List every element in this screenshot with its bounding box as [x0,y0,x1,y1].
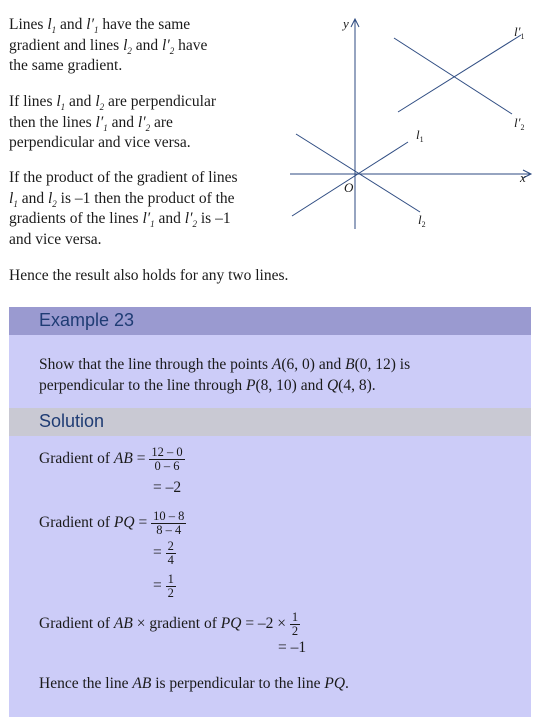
sub: 2 [145,122,151,133]
text: = [153,577,162,595]
sub: 2 [520,123,525,132]
segment-ab: AB [113,615,133,633]
line-l2-prime [394,38,512,114]
fraction-pq-result [166,573,176,600]
sub: 1 [150,219,155,229]
var-l2 [95,93,104,110]
intro-paragraph-4 [9,266,288,287]
text: Gradient of [39,450,114,468]
var-letter: l [95,113,100,131]
denominator: 0 – 6 [154,459,180,473]
var-l1 [56,93,65,110]
text: are [150,113,173,131]
fraction-ab [149,446,184,473]
numerator: 1 [167,572,174,586]
gradient-pq-line [39,510,186,537]
segment-ab: AB [113,450,133,468]
sub: 2 [192,219,197,229]
gradient-ab-line [39,446,185,473]
text: Gradient of [39,615,114,633]
numerator: 2 [167,539,174,553]
gradient-pq-step [153,540,176,567]
intro-paragraph-1 [9,15,207,77]
text: is –1 [197,210,231,227]
text: = [153,544,162,562]
var-letter: l [137,113,143,131]
label-l2: $l_2$ [418,212,426,229]
sub: 1 [60,102,66,112]
text: × gradient of [132,615,221,633]
var-l2-prime: $l'_2$ [184,210,197,229]
line-l1-prime [398,35,521,112]
var-letter: l [95,93,100,110]
denominator: 2 [167,586,174,600]
example-question-line-2 [39,375,376,396]
sub: 1 [51,25,57,35]
var-l1-prime: $l'_1$ [142,210,155,229]
text: and [154,210,185,227]
text: Lines [9,16,48,33]
example-title: Example 23 [39,310,135,330]
numerator: 10 – 8 [153,509,185,523]
text: and [17,189,48,207]
sub: 1 [13,198,18,209]
text: perpendicular to the line through [39,377,247,394]
intro-paragraph-3 [9,168,238,250]
var-l2 [48,190,57,207]
var-letter: l [47,189,53,207]
var-letter: l [86,16,91,33]
text: (4, 8). [338,377,376,394]
text: = [134,514,148,532]
perpendicular-lines-figure [288,14,538,236]
point-a: A [271,356,282,373]
sub: 2 [99,102,105,112]
fraction-half [290,611,300,638]
sub: 1 [520,32,525,41]
intro-paragraph-2 [9,92,216,154]
sub: 1 [103,122,108,133]
var-l2-prime: $l'_2$ [137,113,151,133]
point-q: Q [326,377,339,394]
fraction-pq-step [166,540,176,567]
sub: 2 [52,198,57,209]
var-l1-prime: $l'_1$ [95,113,108,133]
text: gradient and lines [9,36,124,54]
line-l1 [292,142,408,216]
text: perpendicular and vice versa. [9,134,191,151]
text: (0, 12) is [354,356,411,373]
product-line [39,611,300,638]
solution-title: Solution [39,411,105,431]
var-letter: l [123,36,128,54]
var-letter: l [9,189,14,207]
conclusion [39,673,349,694]
fraction-pq [151,510,186,537]
label-l1: $l_1$ [416,127,424,144]
gradient-pq-result [153,573,176,600]
segment-ab: AB [132,675,152,692]
text: and vice versa. [9,230,102,248]
text: and [65,93,96,110]
text: If the product of the gradient of lines [9,169,238,186]
label-l2-prime: $l'_2$ [514,115,525,132]
text: = –2 × [241,615,290,633]
x-axis-label: x [520,170,526,185]
sub: 2 [169,45,175,56]
sub: 2 [421,220,426,229]
text: Hence the result also holds for any two lines. [9,267,289,284]
var-letter: l [56,93,61,110]
segment-pq: PQ [220,615,242,633]
label-l1-prime: $l'_1$ [514,24,525,41]
text: If lines [9,93,57,110]
text: and [131,36,163,54]
product-result: = –1 [278,639,307,656]
text: . [345,675,349,692]
segment-pq: PQ [324,675,346,692]
var-letter: l [142,210,147,227]
text: is –1 then the product of the [56,189,235,207]
var-letter: l [162,36,167,54]
point-p: P [246,377,256,394]
segment-pq: PQ [113,514,135,532]
text: = [132,450,146,468]
text: Show that the line through the points [39,356,272,373]
text: (8, 10) and [255,377,327,394]
denominator: 8 – 4 [156,523,182,537]
text: Hence the line [39,675,133,692]
numerator: 12 – 0 [151,445,183,459]
text: have the same [98,16,191,33]
var-l2-prime: $l'_2$ [162,36,175,56]
gradient-ab-result: = –2 [153,479,182,496]
text: Gradient of [39,514,114,532]
var-letter: l [47,16,52,33]
var-l1 [9,190,18,207]
numerator: 1 [291,610,299,624]
denominator: 2 [291,624,299,638]
var-l1-prime: $l'_1$ [86,16,99,35]
example-question-line-1 [39,354,410,375]
text: (6, 0) and [281,356,346,373]
text: and [107,113,138,131]
sub: 1 [93,25,99,35]
sub: 1 [419,135,424,144]
point-b: B [345,356,355,373]
text: the same gradient. [9,57,123,74]
text: is perpendicular to the line [151,675,325,692]
sub: 2 [127,45,132,56]
text: and [56,16,87,33]
origin-label: O [344,180,354,195]
denominator: 4 [167,553,174,567]
text: then the lines [9,113,96,131]
text: have [174,36,208,54]
var-letter: l [184,210,190,227]
var-l1 [47,16,56,33]
var-l2 [123,37,132,54]
text: are perpendicular [104,93,217,110]
text: gradients of the lines [9,210,143,227]
y-axis-label: y [343,16,349,31]
